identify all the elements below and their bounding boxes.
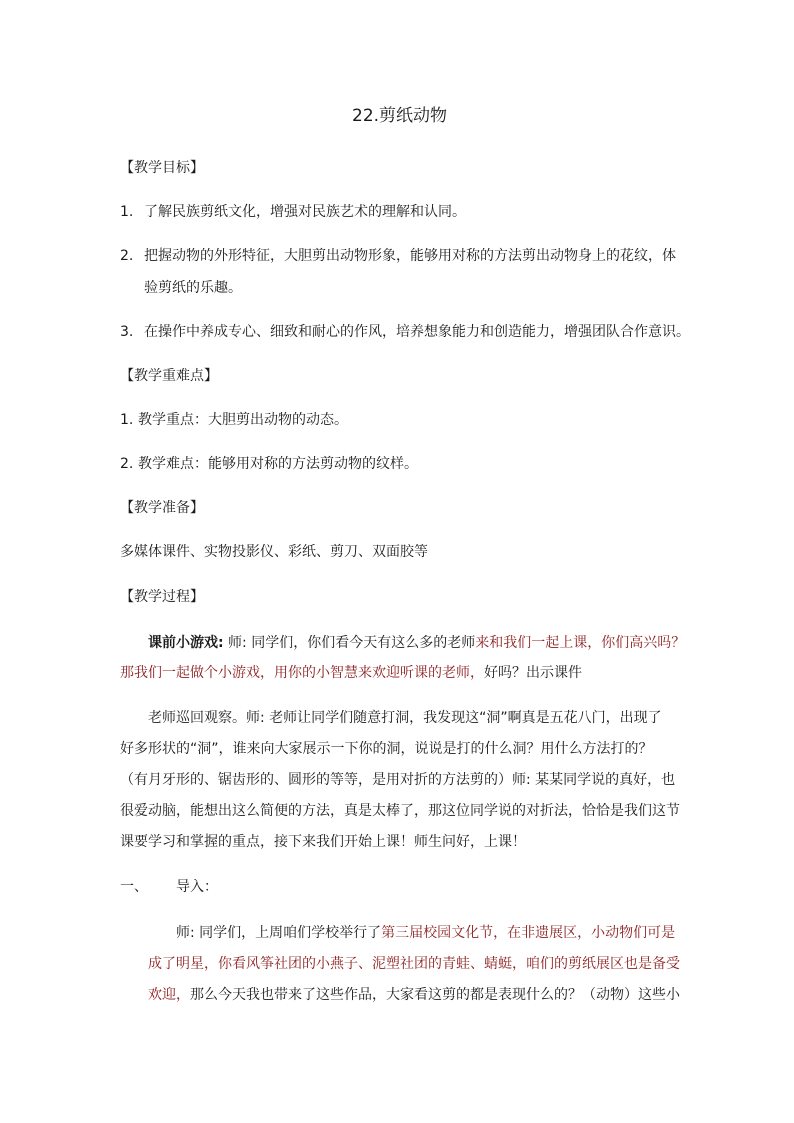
- intro-highlight: 欢迎，: [148, 987, 190, 1003]
- goal-item-2-continued: 验剪纸的乐趣。: [144, 280, 242, 296]
- observe-line-3: （有月牙形的、锯齿形的、圆形的等等，是用对折的方法剪的）师: 某某同学说的真好，也: [120, 772, 676, 788]
- pregame-line-1: [148, 633, 685, 653]
- goal-number: 1.: [120, 204, 134, 220]
- page-title: 22.剪纸动物: [352, 106, 448, 126]
- goal-number: 2.: [120, 248, 134, 264]
- intro-text: 师: 同学们，上周咱们学校举行了: [176, 925, 382, 941]
- pregame-line-2: [120, 663, 582, 683]
- goal-item-1: [120, 202, 466, 222]
- prep-heading: 【教学准备】: [120, 500, 204, 516]
- goals-heading: 【教学目标】: [120, 160, 204, 176]
- intro-highlight: 第三届校园文化节，在非遗展区，小动物们可是: [381, 925, 676, 941]
- keypoints-heading: 【教学重难点】: [120, 368, 218, 384]
- goal-item-2: [120, 246, 676, 266]
- goal-number: 3.: [120, 324, 134, 340]
- intro-body-line-3: [148, 985, 680, 1005]
- intro-heading: [120, 877, 218, 897]
- keypoint-number: 2.: [120, 456, 134, 472]
- keypoint-text: 教学难点：能够用对称的方法剪动物的纹样。: [138, 456, 418, 472]
- keypoint-item-2: [120, 454, 418, 474]
- observe-line-4: 很爱动脑，能想出这么简便的方法，真是太棒了，那这位同学说的对折法，恰恰是我们这节: [120, 803, 680, 819]
- intro-text: 那么今天我也带来了这些作品，大家看这剪的都是表现什么的？（动物）这些小: [190, 987, 680, 1003]
- intro-label: 导入：: [176, 879, 218, 895]
- observe-line-5: 课要学习和掌握的重点，接下来我们开始上课！师生问好，上课！: [120, 834, 526, 850]
- pregame-text: 师: 同学们，你们看今天有这么多的老师: [223, 635, 476, 651]
- observe-line-2: 好多形状的“洞”，谁来向大家展示一下你的洞，说说是打的什么洞？用什么方法打的？: [120, 741, 653, 757]
- keypoint-text: 教学重点：大胆剪出动物的动态。: [138, 412, 348, 428]
- intro-body-line-1: [176, 923, 675, 943]
- goal-text: 了解民族剪纸文化，增强对民族艺术的理解和认同。: [144, 204, 466, 220]
- keypoint-number: 1.: [120, 412, 134, 428]
- intro-number: 一、: [120, 879, 148, 895]
- pregame-highlight: 那我们一起做个小游戏，用你的小智慧来欢迎听课的老师，: [120, 665, 484, 681]
- keypoint-item-1: [120, 410, 348, 430]
- intro-body-line-2: 成了明星，你看风筝社团的小燕子、泥塑社团的青蛙、蜻蜓，咱们的剪纸展区也是备受: [148, 956, 680, 972]
- pregame-text: 好吗？出示课件: [484, 665, 582, 681]
- prep-text: 多媒体课件、实物投影仪、彩纸、剪刀、双面胶等: [120, 544, 428, 560]
- pregame-label: 课前小游戏:: [148, 635, 224, 651]
- observe-line-1: 老师巡回观察。师: 老师让同学们随意打洞，我发现这“洞”啊真是五花八门，出现了: [148, 710, 662, 726]
- goal-text: 把握动物的外形特征，大胆剪出动物形象，能够用对称的方法剪出动物身上的花纹，体: [144, 248, 676, 264]
- pregame-highlight: 来和我们一起上课，你们高兴吗？: [475, 635, 686, 651]
- process-heading: 【教学过程】: [120, 589, 204, 605]
- goal-item-3: [120, 322, 690, 342]
- goal-text: 在操作中养成专心、细致和耐心的作风，培养想象能力和创造能力，增强团队合作意识。: [144, 324, 690, 340]
